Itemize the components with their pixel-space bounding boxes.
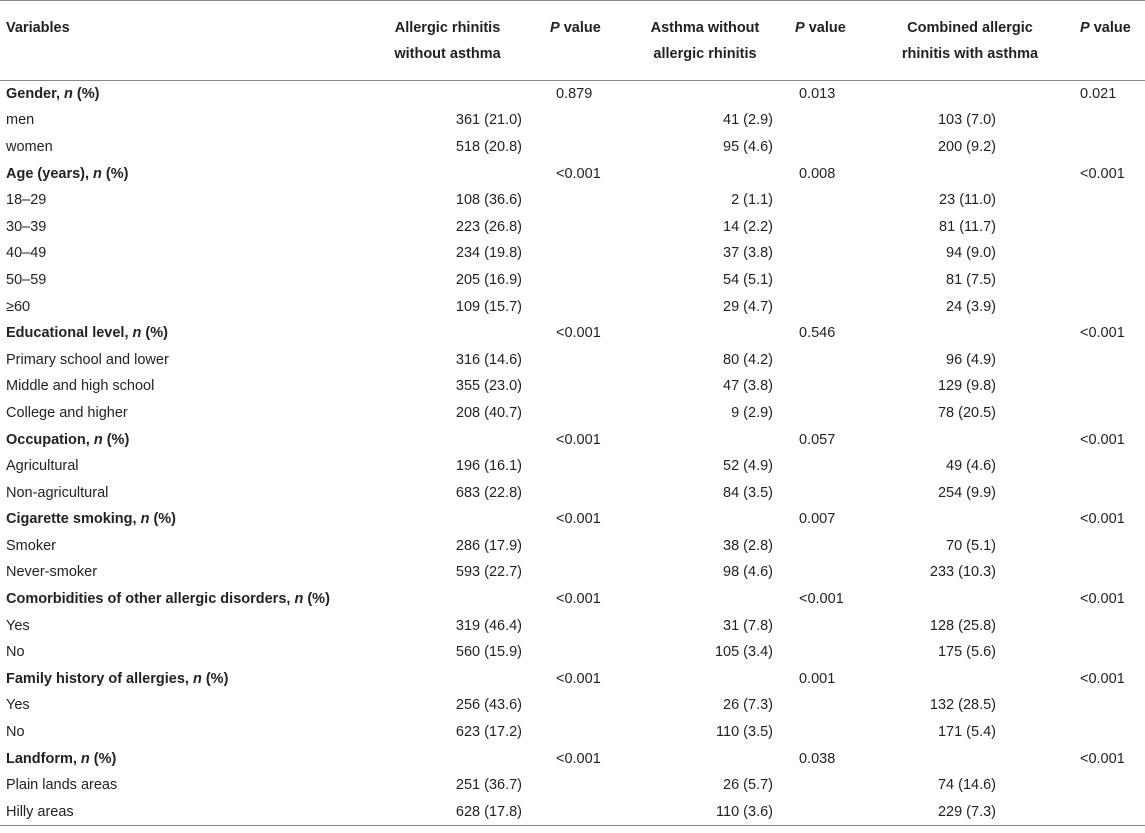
value-asthma: 105 (3.4)	[714, 644, 773, 661]
table-row	[0, 213, 1145, 240]
value-allergic-rhinitis: 251 (36.7)	[455, 777, 522, 794]
p-value-cell: <0.001	[556, 670, 601, 687]
row-label: women	[6, 138, 53, 155]
table-row	[0, 719, 1145, 746]
row-label: College and higher	[6, 404, 128, 421]
category-row	[0, 666, 1145, 693]
value-cell	[860, 426, 1080, 453]
value-combined: 233 (10.3)	[929, 564, 996, 581]
row-label: Hilly areas	[0, 799, 345, 826]
p-value-cell	[795, 799, 860, 826]
header-p-value-1: P value	[550, 1, 615, 81]
value-allergic-rhinitis: 196 (16.1)	[455, 458, 522, 475]
row-label: 50–59	[6, 271, 47, 288]
value-allergic-rhinitis: 361 (21.0)	[455, 112, 522, 129]
p-value-cell	[795, 479, 860, 506]
value-allergic-rhinitis: 286 (17.9)	[455, 537, 522, 554]
category-label: Age (years), n (%)	[6, 165, 129, 182]
value-asthma: 26 (7.3)	[723, 697, 773, 714]
row-label: Yes	[6, 617, 30, 634]
p-value-cell	[550, 213, 615, 240]
header-variables: Variables	[0, 1, 345, 81]
row-label: 18–29	[6, 192, 47, 209]
value-cell	[345, 586, 550, 613]
p-value-cell	[550, 533, 615, 560]
p-value-cell	[550, 293, 615, 320]
p-value-cell: <0.001	[799, 591, 844, 608]
value-cell	[615, 426, 795, 453]
value-asthma: 29 (4.7)	[723, 298, 773, 315]
table-row	[0, 692, 1145, 719]
p-value-cell	[795, 134, 860, 161]
header-p-value-2: P value	[795, 1, 860, 81]
p-value-cell	[1080, 293, 1145, 320]
p-value-cell	[795, 213, 860, 240]
p-value-cell	[550, 479, 615, 506]
value-combined: 129 (9.8)	[937, 378, 996, 395]
value-allergic-rhinitis: 208 (40.7)	[455, 404, 522, 421]
p-value-cell	[1080, 107, 1145, 134]
value-cell	[860, 745, 1080, 772]
value-asthma: 54 (5.1)	[723, 271, 773, 288]
value-asthma: 47 (3.8)	[723, 378, 773, 395]
table-row	[0, 559, 1145, 586]
p-value-cell	[550, 692, 615, 719]
p-value-cell: 0.021	[1080, 86, 1117, 103]
row-label: 30–39	[6, 218, 47, 235]
value-cell	[615, 160, 795, 187]
p-value-cell	[550, 772, 615, 799]
value-allergic-rhinitis: 234 (19.8)	[455, 245, 522, 262]
p-value-cell	[1080, 692, 1145, 719]
p-value-cell	[795, 293, 860, 320]
p-value-cell	[550, 267, 615, 294]
value-asthma: 80 (4.2)	[723, 351, 773, 368]
p-value-cell	[550, 612, 615, 639]
header-p-value-3: P value	[1080, 1, 1145, 81]
value-combined: 81 (7.5)	[946, 271, 996, 288]
category-row	[0, 586, 1145, 613]
p-value-cell: 0.008	[799, 165, 836, 182]
p-value-cell	[550, 134, 615, 161]
value-cell	[345, 506, 550, 533]
value-cell	[615, 666, 795, 693]
value-asthma: 26 (5.7)	[723, 777, 773, 794]
value-asthma: 38 (2.8)	[723, 537, 773, 554]
p-value-cell: <0.001	[1080, 165, 1125, 182]
category-row	[0, 320, 1145, 347]
value-cell	[345, 320, 550, 347]
p-value-cell	[1080, 559, 1145, 586]
value-cell	[615, 506, 795, 533]
value-asthma: 110 (3.6)	[615, 799, 795, 826]
p-value-cell: <0.001	[556, 431, 601, 448]
category-label: Gender, n (%)	[6, 86, 100, 103]
value-asthma: 41 (2.9)	[723, 112, 773, 129]
table-row	[0, 134, 1145, 161]
row-label: Non-agricultural	[6, 484, 109, 501]
p-value-cell	[550, 240, 615, 267]
table-row	[0, 187, 1145, 214]
row-label: 40–49	[6, 245, 47, 262]
value-cell	[860, 160, 1080, 187]
value-combined: 128 (25.8)	[929, 617, 996, 634]
value-allergic-rhinitis: 108 (36.6)	[455, 192, 522, 209]
value-allergic-rhinitis: 518 (20.8)	[455, 138, 522, 155]
value-combined: 254 (9.9)	[937, 484, 996, 501]
p-value-cell	[1080, 400, 1145, 427]
value-combined: 24 (3.9)	[946, 298, 996, 315]
value-asthma: 84 (3.5)	[723, 484, 773, 501]
value-cell	[345, 160, 550, 187]
p-value-cell	[550, 639, 615, 666]
category-label: Educational level, n (%)	[6, 325, 168, 342]
value-cell	[345, 426, 550, 453]
row-label: Primary school and lower	[6, 351, 169, 368]
category-label: Family history of allergies, n (%)	[6, 670, 229, 687]
table-header	[0, 1, 1145, 81]
p-value-cell	[795, 187, 860, 214]
p-value-cell	[795, 559, 860, 586]
p-value-cell	[550, 187, 615, 214]
category-label: Cigarette smoking, n (%)	[6, 511, 177, 528]
p-value-cell: 0.013	[799, 86, 836, 103]
value-cell	[860, 586, 1080, 613]
p-value-cell: 0.007	[799, 511, 836, 528]
value-allergic-rhinitis: 109 (15.7)	[455, 298, 522, 315]
value-asthma: 9 (2.9)	[731, 404, 773, 421]
p-value-cell	[795, 400, 860, 427]
p-value-cell	[795, 772, 860, 799]
table-row	[0, 267, 1145, 294]
table-row	[0, 373, 1145, 400]
p-value-cell: <0.001	[1080, 591, 1125, 608]
row-label: men	[6, 112, 35, 129]
value-cell	[615, 745, 795, 772]
category-label: Comorbidities of other allergic disorders, n (%)	[6, 591, 330, 608]
table-row	[0, 240, 1145, 267]
category-row	[0, 81, 1145, 108]
p-value-cell	[1080, 134, 1145, 161]
p-value-cell	[1080, 799, 1145, 826]
table-body	[0, 81, 1145, 826]
p-value-cell	[550, 719, 615, 746]
p-value-cell	[795, 612, 860, 639]
value-combined: 78 (20.5)	[937, 404, 996, 421]
p-value-cell	[795, 639, 860, 666]
value-combined: 175 (5.6)	[937, 644, 996, 661]
value-asthma: 37 (3.8)	[723, 245, 773, 262]
p-value-cell	[795, 240, 860, 267]
category-label: Landform, n (%)	[6, 750, 117, 767]
value-allergic-rhinitis: 223 (26.8)	[455, 218, 522, 235]
value-asthma: 14 (2.2)	[723, 218, 773, 235]
value-combined: 103 (7.0)	[937, 112, 996, 129]
p-value-cell	[1080, 267, 1145, 294]
p-value-cell	[1080, 346, 1145, 373]
p-value-cell	[795, 267, 860, 294]
p-value-cell	[1080, 240, 1145, 267]
table-row	[0, 400, 1145, 427]
table-row	[0, 107, 1145, 134]
value-allergic-rhinitis: 628 (17.8)	[345, 799, 550, 826]
value-allergic-rhinitis: 316 (14.6)	[455, 351, 522, 368]
table-row	[0, 293, 1145, 320]
p-value-cell	[795, 533, 860, 560]
table-row	[0, 799, 1145, 826]
p-value-cell	[550, 799, 615, 826]
p-value-cell: 0.879	[556, 86, 593, 103]
p-value-cell: <0.001	[1080, 750, 1125, 767]
p-value-cell	[1080, 612, 1145, 639]
value-combined: 70 (5.1)	[946, 537, 996, 554]
value-combined: 23 (11.0)	[939, 192, 996, 209]
value-allergic-rhinitis: 205 (16.9)	[455, 271, 522, 288]
p-value-cell: 0.038	[799, 750, 836, 767]
p-value-cell: <0.001	[556, 165, 601, 182]
value-combined: 49 (4.6)	[946, 458, 996, 475]
value-cell	[345, 81, 550, 108]
row-label: Yes	[6, 697, 30, 714]
value-cell	[615, 81, 795, 108]
header-allergic-rhinitis: Allergic rhinitis without asthma	[345, 1, 550, 81]
p-value-cell	[550, 107, 615, 134]
row-label: ≥60	[6, 298, 31, 315]
value-cell	[860, 81, 1080, 108]
row-label: Smoker	[6, 537, 56, 554]
p-value-cell	[795, 719, 860, 746]
value-combined: 74 (14.6)	[937, 777, 996, 794]
row-label: Middle and high school	[6, 378, 155, 395]
p-value-cell	[550, 453, 615, 480]
value-cell	[345, 666, 550, 693]
p-value-cell: 0.057	[799, 431, 836, 448]
row-label: No	[6, 644, 25, 661]
p-value-cell	[1080, 453, 1145, 480]
table-row	[0, 639, 1145, 666]
p-value-cell: <0.001	[1080, 511, 1125, 528]
value-asthma: 2 (1.1)	[731, 192, 773, 209]
table-row	[0, 533, 1145, 560]
p-value-cell: 0.001	[799, 670, 836, 687]
value-allergic-rhinitis: 319 (46.4)	[455, 617, 522, 634]
p-value-cell	[550, 346, 615, 373]
p-value-cell	[1080, 213, 1145, 240]
category-row	[0, 745, 1145, 772]
p-value-cell: <0.001	[1080, 325, 1125, 342]
p-value-cell	[550, 400, 615, 427]
p-value-cell	[795, 107, 860, 134]
p-value-cell	[1080, 533, 1145, 560]
category-row	[0, 426, 1145, 453]
value-cell	[860, 506, 1080, 533]
category-row	[0, 506, 1145, 533]
table-row	[0, 479, 1145, 506]
value-cell	[860, 320, 1080, 347]
p-value-cell: <0.001	[556, 591, 601, 608]
value-asthma: 31 (7.8)	[723, 617, 773, 634]
row-label: Agricultural	[6, 458, 79, 475]
p-value-cell: <0.001	[556, 325, 601, 342]
header-asthma: Asthma without allergic rhinitis	[615, 1, 795, 81]
value-allergic-rhinitis: 623 (17.2)	[455, 724, 522, 741]
value-asthma: 95 (4.6)	[723, 138, 773, 155]
value-allergic-rhinitis: 355 (23.0)	[455, 378, 522, 395]
p-value-cell: 0.546	[799, 325, 836, 342]
header-combined: Combined allergic rhinitis with asthma	[860, 1, 1080, 81]
p-value-cell	[1080, 772, 1145, 799]
value-cell	[345, 745, 550, 772]
value-combined: 94 (9.0)	[946, 245, 996, 262]
value-asthma: 110 (3.5)	[716, 724, 773, 741]
value-cell	[615, 586, 795, 613]
p-value-cell: <0.001	[556, 511, 601, 528]
p-value-cell	[795, 453, 860, 480]
p-value-cell	[550, 373, 615, 400]
row-label: Plain lands areas	[6, 777, 118, 794]
table-row	[0, 612, 1145, 639]
table-row	[0, 772, 1145, 799]
value-allergic-rhinitis: 560 (15.9)	[455, 644, 522, 661]
category-label: Occupation, n (%)	[6, 431, 130, 448]
value-combined: 229 (7.3)	[860, 799, 1080, 826]
table-row	[0, 453, 1145, 480]
value-combined: 171 (5.4)	[937, 724, 996, 741]
value-combined: 200 (9.2)	[937, 138, 996, 155]
p-value-cell	[1080, 479, 1145, 506]
value-cell	[860, 666, 1080, 693]
p-value-cell	[795, 373, 860, 400]
p-value-cell	[795, 346, 860, 373]
row-label: Never-smoker	[6, 564, 98, 581]
value-combined: 132 (28.5)	[929, 697, 996, 714]
p-value-cell	[1080, 639, 1145, 666]
p-value-cell	[795, 692, 860, 719]
p-value-cell: <0.001	[1080, 431, 1125, 448]
value-allergic-rhinitis: 593 (22.7)	[455, 564, 522, 581]
value-asthma: 98 (4.6)	[723, 564, 773, 581]
p-value-cell: <0.001	[556, 750, 601, 767]
p-value-cell	[1080, 373, 1145, 400]
value-allergic-rhinitis: 683 (22.8)	[455, 484, 522, 501]
p-value-cell	[550, 559, 615, 586]
p-value-cell	[1080, 719, 1145, 746]
value-asthma: 52 (4.9)	[723, 458, 773, 475]
p-value-cell	[1080, 187, 1145, 214]
category-row	[0, 160, 1145, 187]
value-combined: 96 (4.9)	[946, 351, 996, 368]
p-value-cell: <0.001	[1080, 670, 1125, 687]
value-combined: 81 (11.7)	[939, 218, 996, 235]
value-cell	[615, 320, 795, 347]
row-label: No	[6, 724, 25, 741]
value-allergic-rhinitis: 256 (43.6)	[455, 697, 522, 714]
table-row	[0, 346, 1145, 373]
